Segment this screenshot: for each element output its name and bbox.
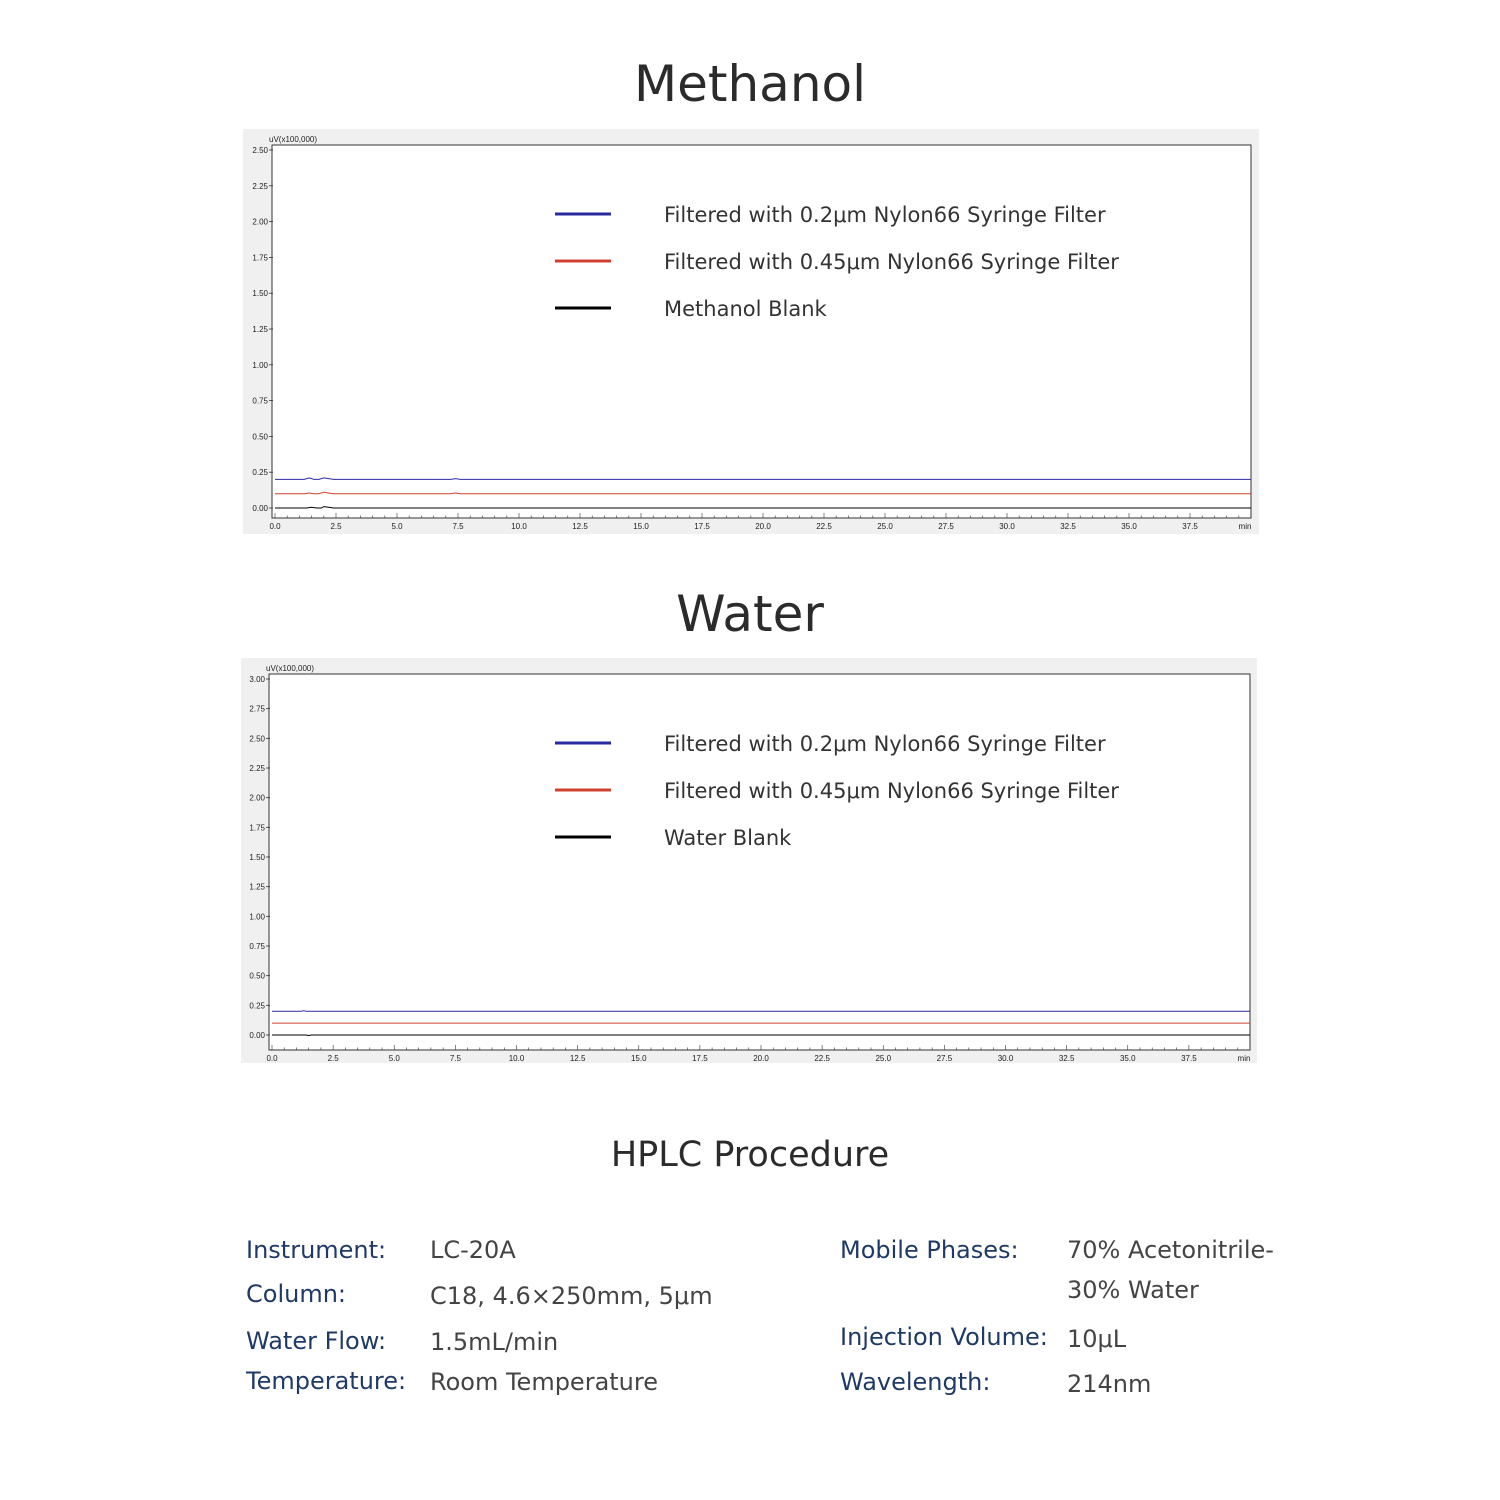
y-axis-label: uV(x100,000) [269,135,318,144]
x-tick-label: 10.0 [508,1054,525,1063]
y-tick-label: 1.50 [252,289,268,299]
procedure-title: HPLC Procedure [610,1135,890,1175]
x-tick-label: 22.5 [814,1054,830,1063]
chart-title-methanol: Methanol [633,55,866,113]
x-tick-label: 37.5 [1182,522,1198,531]
y-tick-label: 1.75 [249,823,265,833]
x-tick-label: 30.0 [999,522,1015,531]
y-tick-label: 0.50 [252,432,268,442]
x-tick-label: 0.0 [269,522,281,531]
y-tick-label: 0.25 [249,1001,265,1011]
y-tick-label: 1.75 [252,253,268,263]
legend-label-2: Water Blank [664,826,792,850]
y-tick-label: 0.00 [249,1031,265,1040]
y-tick-label: 1.25 [249,882,265,892]
x-tick-label: 15.0 [630,1054,647,1063]
procedure-value-water-flow: 1.5mL/min [430,1328,559,1356]
x-tick-label: 10.0 [511,522,527,531]
x-tick-label: 25.0 [877,522,893,531]
legend-label-1: Filtered with 0.45μm Nylon66 Syringe Filter [664,250,1119,274]
x-tick-label: 7.5 [449,1054,461,1063]
x-tick-label: 32.5 [1060,522,1076,531]
x-tick-label: 7.5 [452,522,464,531]
x-tick-label: 27.5 [938,522,954,531]
y-tick-label: 0.00 [252,504,268,513]
procedure-label-wavelength: Wavelength: [840,1368,991,1396]
y-tick-label: 1.25 [252,325,268,334]
y-tick-label: 1.00 [249,912,265,922]
y-tick-label: 0.75 [252,396,268,406]
x-tick-label: 25.0 [875,1054,892,1063]
x-tick-label: 5.0 [391,522,403,531]
x-axis-unit-label: min [1237,1054,1251,1063]
procedure-value-instrument: LC-20A [430,1236,516,1264]
procedure-label-mobile-phases: Mobile Phases: [840,1236,1019,1264]
y-tick-label: 2.00 [252,217,268,227]
y-tick-label: 0.50 [249,971,265,981]
x-tick-label: 5.0 [388,1054,400,1063]
x-tick-label: 37.5 [1181,1054,1197,1063]
x-tick-label: 22.5 [816,522,832,531]
plot-area [269,674,1250,1050]
x-tick-label: 12.5 [569,1054,586,1063]
procedure-label-temperature: Temperature: [246,1367,407,1395]
x-tick-label: 0.0 [266,1054,278,1063]
x-tick-label: 2.5 [327,1054,339,1063]
y-tick-label: 0.25 [252,468,268,478]
x-tick-label: 35.0 [1119,1054,1136,1063]
y-tick-label: 2.50 [249,734,265,744]
procedure-value-column: C18, 4.6×250mm, 5μm [430,1282,713,1310]
x-tick-label: 30.0 [997,1054,1014,1063]
y-tick-label: 1.50 [249,853,265,862]
x-axis-unit-label: min [1238,522,1252,531]
procedure-value-mobile-phases: 70% Acetonitrile- [1067,1236,1274,1264]
y-tick-label: 1.00 [252,360,268,370]
x-tick-label: 27.5 [936,1054,953,1063]
procedure-value-injection-volume: 10μL [1067,1325,1127,1353]
procedure-label-column: Column: [246,1280,346,1308]
legend-label-1: Filtered with 0.45μm Nylon66 Syringe Filter [664,779,1119,803]
y-tick-label: 0.75 [249,942,265,951]
y-tick-label: 2.75 [249,704,265,714]
procedure-value-mobile-phases-line2: 30% Water [1067,1276,1199,1304]
legend-label-2: Methanol Blank [664,297,827,321]
y-tick-label: 2.00 [249,793,265,803]
procedure-label-injection-volume: Injection Volume: [840,1323,1048,1351]
y-tick-label: 2.25 [252,181,268,191]
x-tick-label: 20.0 [755,522,771,531]
x-tick-label: 32.5 [1058,1054,1075,1063]
legend-label-0: Filtered with 0.2μm Nylon66 Syringe Filter [664,732,1106,756]
procedure-label-instrument: Instrument: [246,1236,387,1264]
procedure-label-water-flow: Water Flow: [246,1327,387,1355]
chart-title-water: Water [676,585,824,643]
legend-label-0: Filtered with 0.2μm Nylon66 Syringe Filter [664,203,1106,227]
x-tick-label: 17.5 [692,1054,708,1063]
x-tick-label: 35.0 [1121,522,1137,531]
y-tick-label: 3.00 [249,675,265,684]
x-tick-label: 20.0 [753,1054,769,1063]
y-axis-label: uV(x100,000) [266,664,315,673]
x-tick-label: 17.5 [694,522,710,531]
y-tick-label: 2.50 [252,146,268,155]
procedure-value-wavelength: 214nm [1067,1370,1152,1398]
x-tick-label: 2.5 [330,522,342,531]
procedure-value-temperature: Room Temperature [430,1368,658,1396]
x-tick-label: 12.5 [572,522,588,531]
x-tick-label: 15.0 [633,522,649,531]
y-tick-label: 2.25 [249,764,265,773]
